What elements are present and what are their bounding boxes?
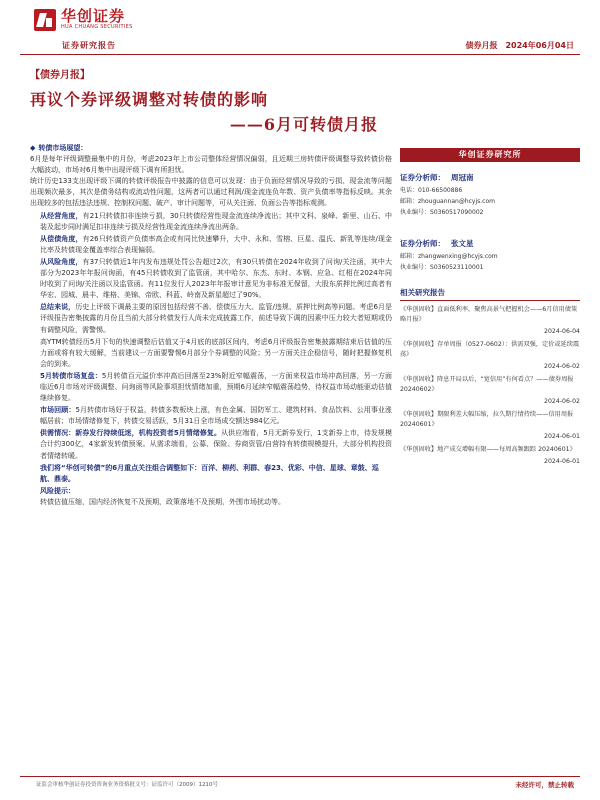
- analyst-cert-label: 执业编号：: [400, 264, 431, 271]
- analyst-email: [400, 251, 580, 262]
- header-divider: [20, 54, 580, 55]
- report-section: [30, 302, 392, 335]
- section-heading: [40, 463, 392, 485]
- header-meta: [465, 40, 574, 51]
- analyst-cert-label: 执业编号：: [400, 209, 431, 216]
- analyst-role: 证券分析师：: [400, 239, 445, 248]
- paragraph-lead: 供需情况：新券发行持续低迷，机构投资者5月情绪修复。: [40, 429, 222, 438]
- section-paragraph: [40, 234, 392, 256]
- section-paragraph: [30, 154, 392, 176]
- bullet-diamond-icon: ◆: [30, 144, 36, 152]
- paragraph-text: 5月转债市场好于权益，转债多数板块上涨，有色金属、国防军工、建筑材料、食品饮料、公用事业涨幅居前；市场情绪修复下，转债交易活跃，5月31日全市场成交额达984亿元。: [40, 406, 392, 426]
- analyst-cert-value: S0360517090002: [430, 209, 484, 216]
- paragraph-text: 转债估值压缩，国内经济恢复不及预期，政策落地不及预期，外围市场扰动等。: [40, 497, 285, 506]
- report-body: [30, 143, 392, 768]
- related-report-link[interactable]: 《华创固收】存单周报（0527-0602）：供需双强，定价或延续震荡》: [400, 341, 580, 358]
- report-series: 债券月报: [465, 41, 498, 50]
- related-report-link[interactable]: 《华创固收】期限利差大幅压缩，拉久期行情持续——信用周报 20240601》: [400, 411, 574, 428]
- report-section: [30, 463, 392, 485]
- paragraph-lead: 市场回顾：: [40, 406, 76, 415]
- report-section: [30, 428, 392, 461]
- paragraph-lead: 从风险角度，: [40, 257, 83, 266]
- analyst-role: 证券分析师：: [400, 173, 445, 182]
- related-report-link[interactable]: 《华创固收】降息开局以后，“宽信用”有何看点？——债券周报 20240602》: [400, 376, 574, 393]
- analyst-email-value[interactable]: zhangwenxing@hcyjs.com: [418, 253, 498, 260]
- paragraph-text: 6月是每年评级调整最集中的月份，考虑2023年上市公司整体经营情况偏弱，且近期三房转债评级调整导致转债价格大幅波动，市场对6月集中出现评级下调有所担忧。: [30, 155, 392, 175]
- paragraph-lead: 从偿债角度，: [40, 234, 83, 243]
- right-column: [400, 148, 580, 470]
- section-paragraph: [40, 371, 392, 404]
- report-type: 证券研究报告: [62, 41, 116, 50]
- analyst-heading: [400, 238, 580, 249]
- section-paragraph: [30, 176, 392, 209]
- report-date: 2024年06月04日: [505, 41, 574, 50]
- paragraph-text: 有21只转债扣非连续亏损，30只转债经营性现金流连续净流出；其中文科、泉峰、新里、山石、中装及起步同时满足扣非连续亏损及经营性现金流连续净流出两条。: [40, 211, 392, 231]
- analyst-email-label: 邮箱：: [400, 198, 419, 205]
- logo-name-cn: 华创证券: [61, 7, 126, 25]
- analyst-phone: [400, 185, 580, 196]
- analyst-list: [400, 172, 580, 273]
- paragraph-text: 有37只转债近1年内发布违规处罚公告超过2次，有30只转债在2024年收到了问询/关注函，其中大部分为2023年年报问询函，有45只转债收到了监管函，其中哈尔、东杰、东时、本钢、应急、红相在2024年同时收到了问询/关注函以及监管函。有11位发行人2023年年报审计意见为非标准无保留，大股东质押比例过高者有华宏、园城、晨丰、维格、美锦、帝欧、科蓝、岭南及新星超过了90%。: [40, 257, 392, 300]
- related-reports-list: [400, 305, 580, 468]
- institute-banner: 华创证券研究所: [400, 148, 580, 162]
- section-paragraph: [40, 337, 392, 370]
- analyst-name: 周冠南: [451, 173, 474, 182]
- report-section: [30, 405, 392, 427]
- related-reports-heading: 相关研究报告: [400, 287, 580, 301]
- report-section: [30, 257, 392, 301]
- section-heading-text: 风险提示：: [40, 486, 75, 495]
- analyst-card: [400, 238, 580, 273]
- footer-license: 证监会审核华创证券投资咨询业务资格批文号：证监许可（2009）1210号: [36, 782, 218, 788]
- section-heading: [40, 486, 392, 497]
- paragraph-lead: 5月转债市场复盘：: [40, 371, 102, 380]
- analyst-phone-value: 010-66500886: [418, 187, 463, 194]
- paragraph-text: 从供应端看，5月无新券发行，1支新券上市，待发规模合计约300亿，4家新发转债预案。从需求端看，公募、保险、券商资管/自营持有转债规模提升，大部分机构投资者情绪转暖。: [40, 429, 392, 460]
- analyst-email-value[interactable]: zhouguannan@hcyjs.com: [418, 198, 495, 205]
- footer-notice: 未经许可，禁止转载: [515, 781, 574, 789]
- analyst-cert: [400, 207, 580, 218]
- report-section: [30, 143, 392, 210]
- section-paragraph: [40, 211, 392, 233]
- paragraph-text: 有26只转债资产负债率高企或有同比快速攀升，大中、永和、雪榕、巨星、温氏、新乳等连续/现金比率及转债现金覆盖率综合表现偏弱。: [40, 234, 392, 254]
- analyst-cert-value: S0360523110001: [430, 264, 484, 271]
- report-section: [30, 337, 392, 370]
- paragraph-text: 5月转债百元溢价率冲高后回落至23%附近窄幅震荡，一方面来权益市场冲高回落，另一方面临近6月市场对评级调整、问询函等风险事项担忧情绪加重，预期6月延续窄幅震荡趋势，待权益市场动能驱动估值继续修复。: [40, 371, 392, 403]
- footer-divider: [20, 776, 580, 777]
- related-report-link[interactable]: 《华创固收】直面低利率，聚焦高景气把握机会——6月信用债策略月报》: [400, 306, 578, 323]
- related-report-date: 2024-06-02: [544, 398, 580, 405]
- analyst-card: [400, 172, 580, 218]
- analyst-cert: [400, 262, 580, 273]
- logo-name-en: HUA CHUANG SECURITIES: [61, 24, 133, 30]
- section-paragraph: [40, 497, 392, 508]
- report-title: 再议个券评级调整对转债的影响: [30, 90, 269, 109]
- analyst-heading: [400, 172, 580, 183]
- paragraph-lead: 从经营角度，: [40, 211, 83, 220]
- related-report-date: 2024-06-02: [544, 363, 580, 370]
- analyst-email: [400, 196, 580, 207]
- analyst-email-label: 邮箱：: [400, 253, 419, 260]
- analyst-phone-label: 电话：: [400, 187, 419, 194]
- section-paragraph: [40, 302, 392, 335]
- analyst-name: 张文星: [451, 239, 474, 248]
- related-report-date: 2024-06-01: [544, 433, 580, 440]
- section-paragraph: [40, 257, 392, 301]
- paragraph-text: 高YTM转债经历5月下旬的快速调整后估值又于4月底的底部区间内，考虑6月评级报告密集披露期结束后估值的压力面或将有较大缓解，当前建议一方面要警惕6月部分个券调整的风险；另一方面关注企稳信号，随时把握修复机会的到来。: [40, 337, 392, 368]
- report-tag: 【债券月报】: [30, 70, 90, 81]
- paragraph-text: 统计历史133支出现评级下调的转债评级报告中披露的信息可以发现：由于负面经营情况导致的亏损、现金流等问题出现频次最多，其次是债务结构或流动性问题，这两者可以通过利润/现金流连负年数、资产负债率等指标反映。其余出现较多的包括违法违规、控制权问题、破产、审计问题等，可从关注面、负面公告等指标观测。: [30, 177, 392, 208]
- section-heading-text: 转债市场展望：: [38, 144, 88, 152]
- company-logo: [34, 8, 133, 31]
- related-report-date: 2024-06-01: [544, 458, 580, 465]
- logo-mark-icon: [34, 9, 56, 31]
- section-paragraph: [40, 428, 392, 461]
- report-section: [30, 234, 392, 256]
- report-section: [30, 371, 392, 404]
- section-heading: [30, 143, 392, 154]
- report-section: [30, 211, 392, 233]
- report-section: [30, 486, 392, 508]
- section-heading-text: 我们将“华创可转债”的6月重点关注组合调整如下：百洋、柳药、利群、春23、优彩、中信、星球、章鼓、巡航、鼎泰。: [40, 463, 379, 483]
- analyst-gap: [400, 218, 580, 228]
- paragraph-text: 历史上评级下调最主要的原因包括经营不善、偿债压力大、监管/违规、质押比例高等问题。考虑6月是评级报告密集披露的月份且当前大部分转债发行人尚未完成披露工作，前述导致下调的因素中压力较大者短期或仍有调整风险，需警惕。: [40, 303, 392, 334]
- paragraph-lead: 总结来说，: [40, 303, 76, 312]
- section-paragraph: [40, 405, 392, 427]
- related-report-link[interactable]: 《华创固收】地产成交增幅有限——每周高频跟踪 20240601》: [400, 446, 576, 453]
- related-report-date: 2024-06-04: [544, 328, 580, 335]
- report-subtitle: ——6月可转债月报: [229, 115, 378, 134]
